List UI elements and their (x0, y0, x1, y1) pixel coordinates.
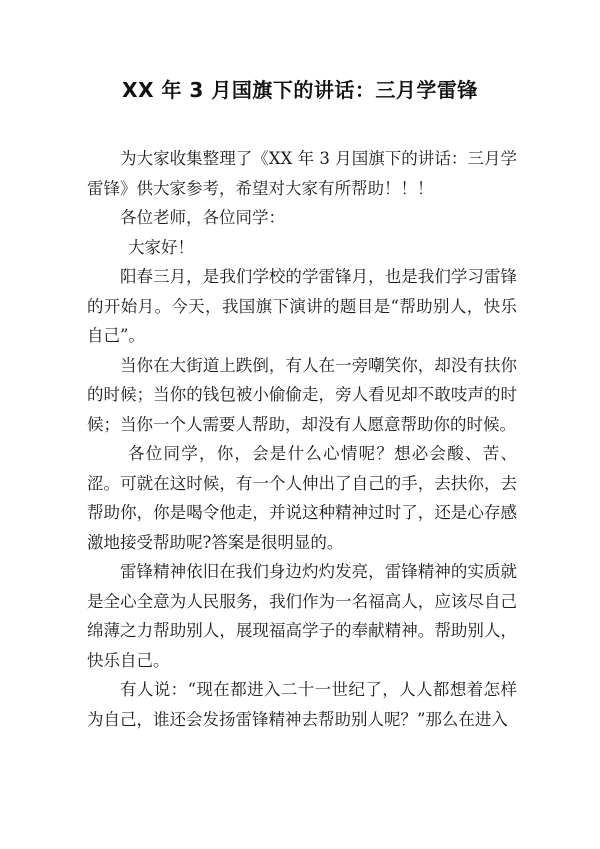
paragraph-someone-says: 有人说：“现在都进入二十一世纪了，人人都想着怎样为自己，谁还会发扬雷锋精神去帮助别人呢？”那么在进入 (87, 680, 517, 729)
paragraph-leifeng-spirit: 雷锋精神依旧在我们身边灼灼发亮，雷锋精神的实质就是全心全意为人民服务，我们作为一名福高人，应该尽自己绵薄之力帮助别人，展现福高学子的奉献精神。帮助别人，快乐自己。 (87, 562, 517, 670)
paragraph-greeting: 大家好！ (128, 237, 194, 257)
document-body (87, 144, 517, 734)
paragraph-feelings: 各位同学，你，会是什么心情呢？想必会酸、苦、涩。可就在这时候，有一个人伸出了自己的手，去扶你，去帮助你，你是喝令他走，并说这种精神过时了，还是心存感激地接受帮助呢?答案是很明显的。 (87, 444, 517, 552)
paragraph-salutation: 各位老师，各位同学： (120, 208, 285, 227)
paragraph-march: 阳春三月，是我们学校的学雷锋月，也是我们学习雷锋的开始月。今天，我国旗下演讲的题目是“帮助别人，快乐自己”。 (87, 267, 517, 345)
paragraph-situations: 当你在大街道上跌倒，有人在一旁嘲笑你，却没有扶你的时候；当你的钱包被小偷偷走，旁人看见却不敢吱声的时候；当你一个人需要人帮助，却没有人愿意帮助你的时候。 (87, 355, 517, 434)
paragraph-intro: 为大家收集整理了《XX 年 3 月国旗下的讲话：三月学雷锋》供大家参考，希望对大家有所帮助！！！ (87, 149, 517, 198)
document-title: XX 年 3 月国旗下的讲话：三月学雷锋 (122, 78, 478, 102)
